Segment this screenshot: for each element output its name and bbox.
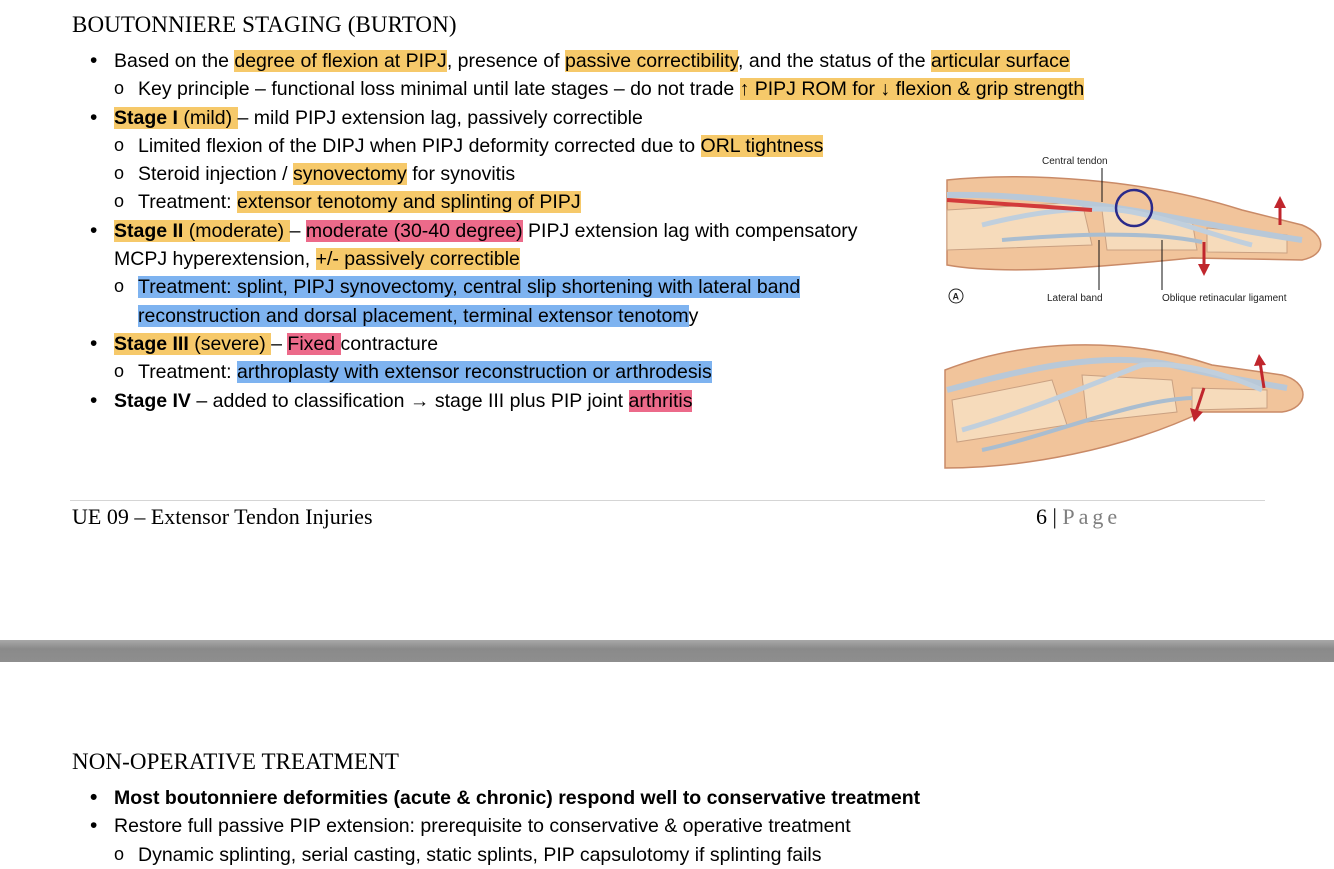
label-panel-a: A	[952, 291, 959, 302]
text: y	[688, 304, 699, 327]
footer-title: UE 09 – Extensor Tendon Injuries	[72, 504, 373, 529]
stage-label: Stage II	[114, 219, 184, 242]
text: Steroid injection /	[138, 163, 294, 186]
highlight: passive correctibility	[564, 50, 738, 72]
text: – mild PIPJ extension lag, passively correctible	[237, 106, 643, 129]
footer-page-number	[1036, 503, 1121, 531]
bullet-stage-1	[90, 104, 1220, 132]
document-page-2	[0, 662, 1334, 867]
text: Treatment:	[138, 191, 237, 214]
highlight: extensor tenotomy and splinting of PIPJ	[236, 191, 581, 214]
text: –	[289, 219, 306, 242]
highlight: (severe)	[188, 332, 272, 355]
highlight: ORL tightness	[700, 134, 824, 157]
highlight: arthroplasty with extensor reconstruction or arthrodesis	[236, 361, 712, 384]
finger-anatomy-figure	[942, 150, 1327, 475]
label-lateral-band: Lateral band	[1047, 293, 1103, 304]
label-central-tendon: Central tendon	[1042, 156, 1108, 167]
page-heading: BOUTONNIERE STAGING (BURTON)	[72, 12, 457, 37]
text: Treatment:	[138, 361, 237, 384]
highlight: synovectomy	[293, 163, 407, 186]
highlight: Fixed	[287, 332, 341, 355]
highlight: (mild)	[177, 106, 238, 129]
sub-bullet-splinting: o Dynamic splinting, serial casting, static splints, PIP capsulotomy if splinting fails	[90, 841, 1220, 869]
text: Limited flexion of the DIPJ when PIPJ deformity corrected due to	[138, 134, 701, 157]
text: –	[271, 332, 288, 355]
stage-label: Stage I	[114, 106, 178, 129]
page-gap	[0, 640, 1334, 662]
highlight: (moderate)	[183, 219, 290, 242]
text: , and the status of the	[738, 50, 931, 72]
highlight: +/- passively correctible	[315, 248, 520, 271]
sub-bullet-key-principle	[90, 75, 1220, 103]
text: Based on the	[114, 50, 235, 72]
bullet-stage-2	[90, 217, 914, 274]
text: PIPJ extension lag with compensatory MCPJ hyperextension,	[114, 219, 858, 271]
highlight: moderate (30-40 degree)	[305, 219, 523, 242]
page-heading: NON-OPERATIVE TREATMENT	[72, 749, 400, 774]
highlight: degree of flexion at PIPJ	[234, 50, 447, 72]
footer-divider	[70, 500, 1265, 501]
sub-bullet-stage-2-treatment	[90, 273, 868, 330]
stage-label: Stage III	[114, 332, 189, 355]
bullet-restore-extension: • Restore full passive PIP extension: prerequisite to conservative & operative treatment	[90, 812, 1220, 840]
highlight: articular surface	[930, 50, 1070, 72]
page-number: 6 |	[1036, 504, 1063, 529]
nonop-list	[90, 784, 1220, 869]
highlight: Treatment: splint, PIPJ synovectomy, central slip shortening with lateral band reconstruction and dorsal placement, terminal extensor tenotom	[138, 276, 801, 327]
text: contracture	[340, 332, 439, 355]
highlight: arthritis	[628, 389, 693, 412]
text: , presence of	[446, 50, 565, 72]
label-orl: Oblique retinacular ligament	[1162, 293, 1287, 304]
text: Key principle – functional loss minimal until late stages – do not trade	[138, 78, 740, 101]
text: – added to classification → stage III plus PIP joint	[190, 389, 629, 412]
stage-label: Stage IV	[114, 389, 191, 412]
page-word: Page	[1062, 504, 1122, 529]
bullet-basis	[90, 47, 1220, 75]
bullet-conservative: • Most boutonniere deformities (acute & chronic) respond well to conservative treatment	[90, 784, 1220, 812]
highlight: ↑ PIPJ ROM for ↓ flexion & grip strength	[739, 78, 1085, 101]
text: for synovitis	[406, 163, 516, 186]
